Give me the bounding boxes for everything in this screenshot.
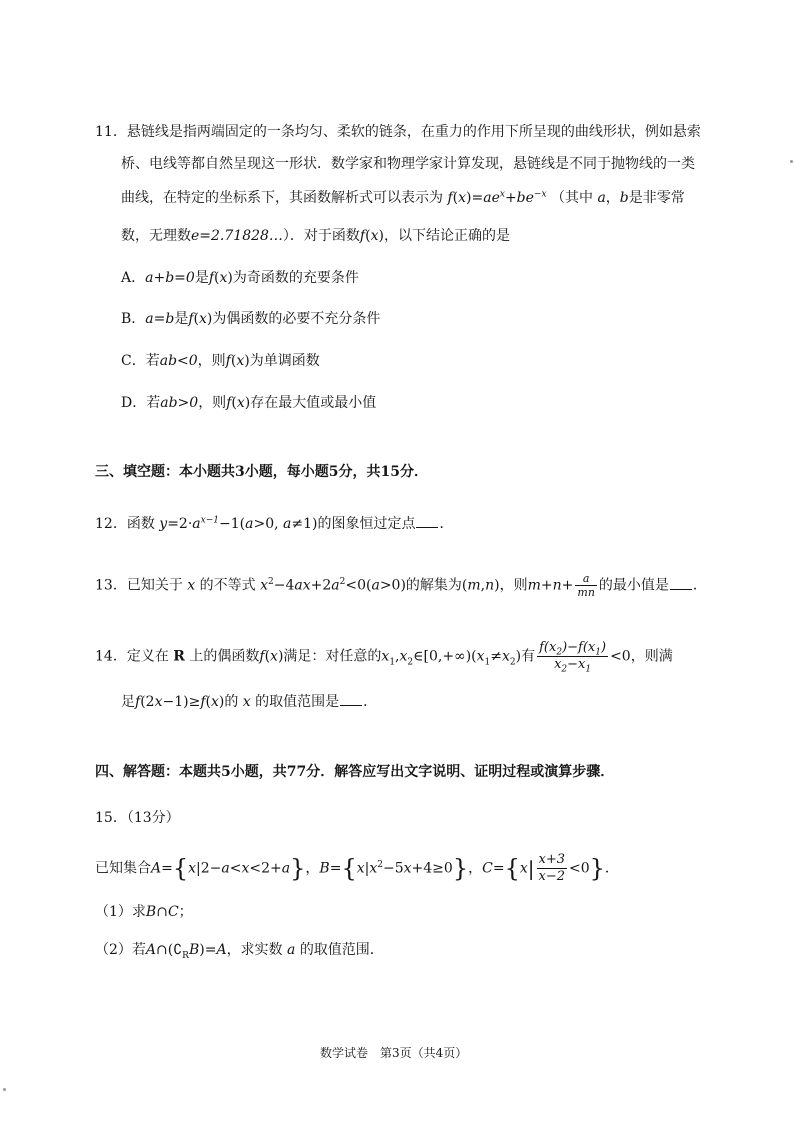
q11-number: 11． [95, 124, 127, 140]
fraction-a-over-mn: $\frac{a}{mn}$ [577, 572, 595, 599]
catenary-formula: f [447, 190, 453, 206]
q15-part2: （2）若$A\cap(∁_RB)=A$，求实数 a 的取值范围． [95, 942, 384, 961]
q11-line1: 11．悬链线是指两端固定的一条均匀、柔软的链条，在重力的作用下所呈现的曲线形状，例如悬索 [95, 124, 701, 140]
answer-blank [670, 577, 692, 590]
q11-option-d: D．若ab>0，则f(x)存在最大值或最小值 [121, 395, 377, 411]
q11-line2: 桥、电线等都自然呈现这一形状．数学家和物理学家计算发现，悬链线是不同于抛物线的一类 [121, 156, 695, 172]
page-footer: 数学试卷 第3页（共4页） [320, 1046, 468, 1060]
q15-number: 15．（13分） [95, 810, 180, 826]
q11-line4: 数，无理数e=2.71828…）．对于函数f(x)，以下结论正确的是 [121, 228, 510, 244]
q11-option-b: B．a=b是f(x)为偶函数的必要不充分条件 [121, 311, 381, 327]
q14-line2: 足f(2x−1)≥f(x)的 x 的取值范围是 ． [121, 694, 378, 710]
scan-dot [3, 1088, 6, 1091]
set-c-fraction: $\frac{x+3}{x-2}$ [538, 852, 565, 884]
difference-quotient-fraction: $\frac{f(x_2)-f(x_1)}{x_2-x_1}$ [539, 640, 607, 675]
q13: 13．已知关于 x 的不等式 $x^2-4ax+2a^2<0(a>0)$的解集为(m,n)，则m+n+ $\frac{a}{mn}$ 的最小值是 ． [95, 572, 707, 599]
q11-option-a: A．a+b=0是f(x)为奇函数的充要条件 [121, 270, 359, 286]
q11-line3: 曲线，在特定的坐标系下，其函数解析式可以表示为 $f(x)=ae^x+be^{-x}$ （其中 a，b是非零常 [121, 189, 685, 206]
section-3-heading: 三、填空题：本小题共3小题，每小题5分，共15分． [95, 464, 428, 480]
q11-option-c: C．若ab<0，则f(x)为单调函数 [121, 353, 320, 369]
answer-blank [340, 693, 362, 706]
q12: 12．函数 $y=2\cdot a^{x-1}-1(a>0$, a≠1)的图象恒过定点 ． [95, 515, 454, 532]
answer-blank [416, 515, 438, 528]
scan-dot [790, 160, 793, 163]
q15-part1: （1）求B∩C； [95, 904, 193, 920]
section-4-heading: 四、解答题：本题共5小题，共77分．解答应写出文字说明、证明过程或演算步骤． [95, 764, 615, 780]
q15-sets: 已知集合A={x|2−a<x<2+a}，$B=\{x|x^2-5x+4\ge 0\}$，C={x| $\frac{x+3}{x-2}$ <0}． [95, 852, 619, 884]
q14-line1: 14．定义在 R 上的偶函数f(x)满足：对任意的$x_1,x_2\in[0,+\infty)(x_1\ne x_2)$有 $\frac{f(x_2)-f(x_1)}{x_2-x_1}$ <0，则满 [95, 640, 673, 675]
